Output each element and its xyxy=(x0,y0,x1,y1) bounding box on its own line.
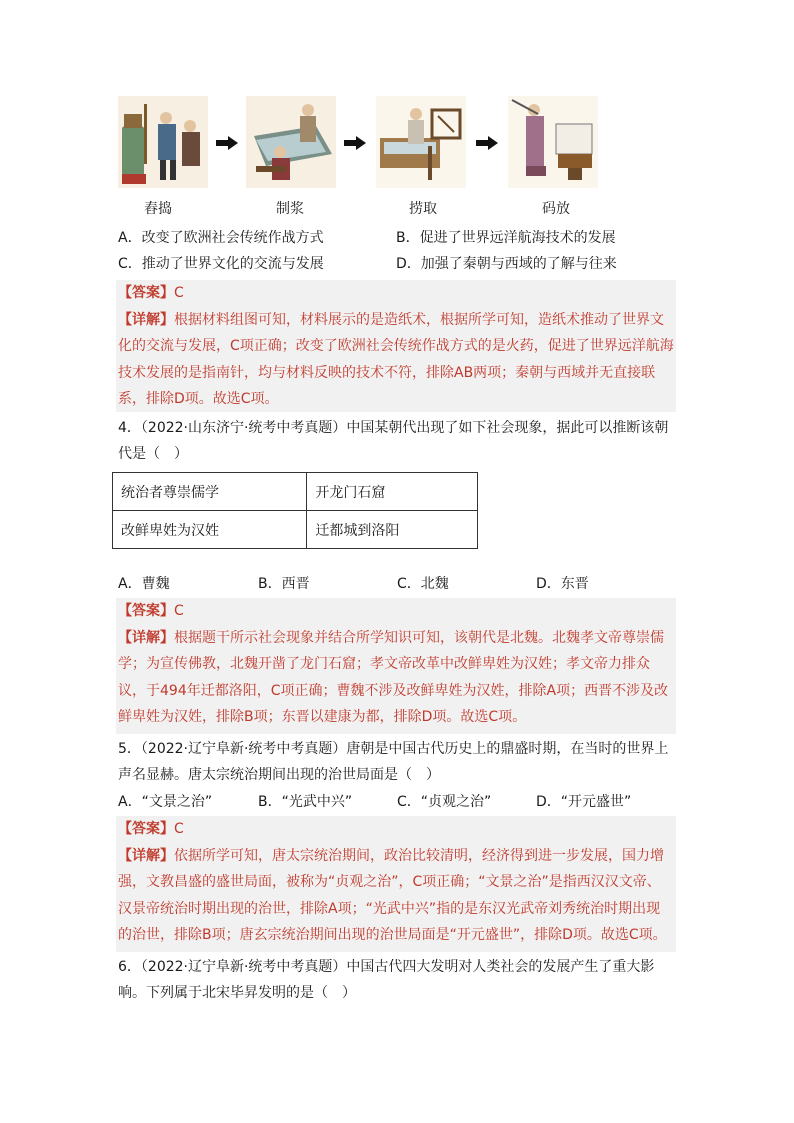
option-a: A．改变了欧洲社会传统作战方式 xyxy=(118,230,324,246)
phenomena-table xyxy=(112,472,478,549)
option-c: C．“贞观之治” xyxy=(397,794,492,810)
question-stem: 4．（2022·山东济宁·统考中考真题）中国某朝代出现了如下社会现象，据此可以推断该朝代是（ ） xyxy=(118,420,669,462)
question-stem: 6．（2022·辽宁阜新·统考中考真题）中国古代四大发明对人类社会的发展产生了重大影响。下列属于北宋毕昇发明的是（ ） xyxy=(118,959,655,1001)
table-cell: 迁都城到洛阳 xyxy=(307,511,478,549)
answer-value: C xyxy=(174,285,184,301)
answer-tag: 【答案】 xyxy=(118,285,174,301)
option-a: A．“文景之治” xyxy=(118,794,213,810)
answer-value: C xyxy=(174,821,184,837)
detail-tag: 【详解】 xyxy=(118,311,174,328)
answer-block xyxy=(116,598,676,734)
question-stem: 5．（2022·辽宁阜新·统考中考真题）唐朝是中国古代历史上的鼎盛时期，在当时的世界上声名显赫。唐太宗统治期间出现的治世局面是（ ） xyxy=(118,741,669,783)
answer-block xyxy=(116,816,676,952)
arrow-right-icon xyxy=(344,136,366,150)
option-d: D．“开元盛世” xyxy=(536,794,632,810)
answer-tag: 【答案】 xyxy=(118,603,174,619)
pulping-illustration-icon xyxy=(246,96,336,188)
scooping-illustration-icon xyxy=(376,96,466,188)
table-cell: 改鲜卑姓为汉姓 xyxy=(113,511,307,549)
option-c: C．北魏 xyxy=(397,576,449,592)
option-c: C．推动了世界文化的交流与发展 xyxy=(118,256,324,272)
pounding-illustration-icon xyxy=(118,96,208,188)
step-caption: 舂捣 xyxy=(144,201,172,217)
table-row xyxy=(113,511,478,549)
option-a: A．曹魏 xyxy=(118,576,170,592)
option-b: B．西晋 xyxy=(258,576,310,592)
detail-text: 依据所学可知，唐太宗统治期间，政治比较清明，经济得到进一步发展，国力增强，文教昌盛的盛世局面，被称为“贞观之治”，C项正确；“文景之治”是指西汉汉文帝、汉景帝统治时期出现的治世，排除A项；“光武中兴”指的是东汉光武帝刘秀统治时期出现的治世，排除B项；唐玄宗统治期间出现的治世局面是“开元盛世”，排除D项。故选C项。 xyxy=(118,847,667,943)
option-b: B．“光武中兴” xyxy=(258,794,353,810)
arrow-right-icon xyxy=(476,136,498,150)
detail-tag: 【详解】 xyxy=(118,847,174,864)
stacking-illustration-icon xyxy=(508,96,598,188)
table-cell: 开龙门石窟 xyxy=(307,473,478,511)
table-cell: 统治者尊崇儒学 xyxy=(113,473,307,511)
option-d: D．东晋 xyxy=(536,576,589,592)
answer-block xyxy=(116,280,676,412)
step-caption: 制浆 xyxy=(276,201,304,217)
arrow-right-icon xyxy=(216,136,238,150)
option-b: B．促进了世界远洋航海技术的发展 xyxy=(396,230,616,246)
table-row xyxy=(113,473,478,511)
detail-tag: 【详解】 xyxy=(118,629,174,646)
detail-text: 根据材料组图可知，材料展示的是造纸术，根据所学可知，造纸术推动了世界文化的交流与发展，C项正确；改变了欧洲社会传统作战方式的是火药，促进了世界远洋航海技术发展的是指南针，均与材料反映的技术不符，排除AB两项；秦朝与西域并无直接联系，排除D项。故选C项。 xyxy=(118,311,674,407)
option-d: D．加强了秦朝与西域的了解与往来 xyxy=(396,256,617,272)
step-caption: 码放 xyxy=(542,201,570,217)
step-caption: 捞取 xyxy=(409,201,437,217)
answer-value: C xyxy=(174,603,184,619)
answer-tag: 【答案】 xyxy=(118,821,174,837)
detail-text: 根据题干所示社会现象并结合所学知识可知，该朝代是北魏。北魏孝文帝尊崇儒学；为宣传佛教，北魏开凿了龙门石窟；孝文帝改革中改鲜卑姓为汉姓；孝文帝力排众议，于494年迁都洛阳，C项正确；曹魏不涉及改鲜卑姓为汉姓，排除A项；西晋不涉及改鲜卑姓为汉姓，排除B项；东晋以建康为都，排除D项。故选C项。 xyxy=(118,629,669,725)
papermaking-steps xyxy=(118,96,618,196)
